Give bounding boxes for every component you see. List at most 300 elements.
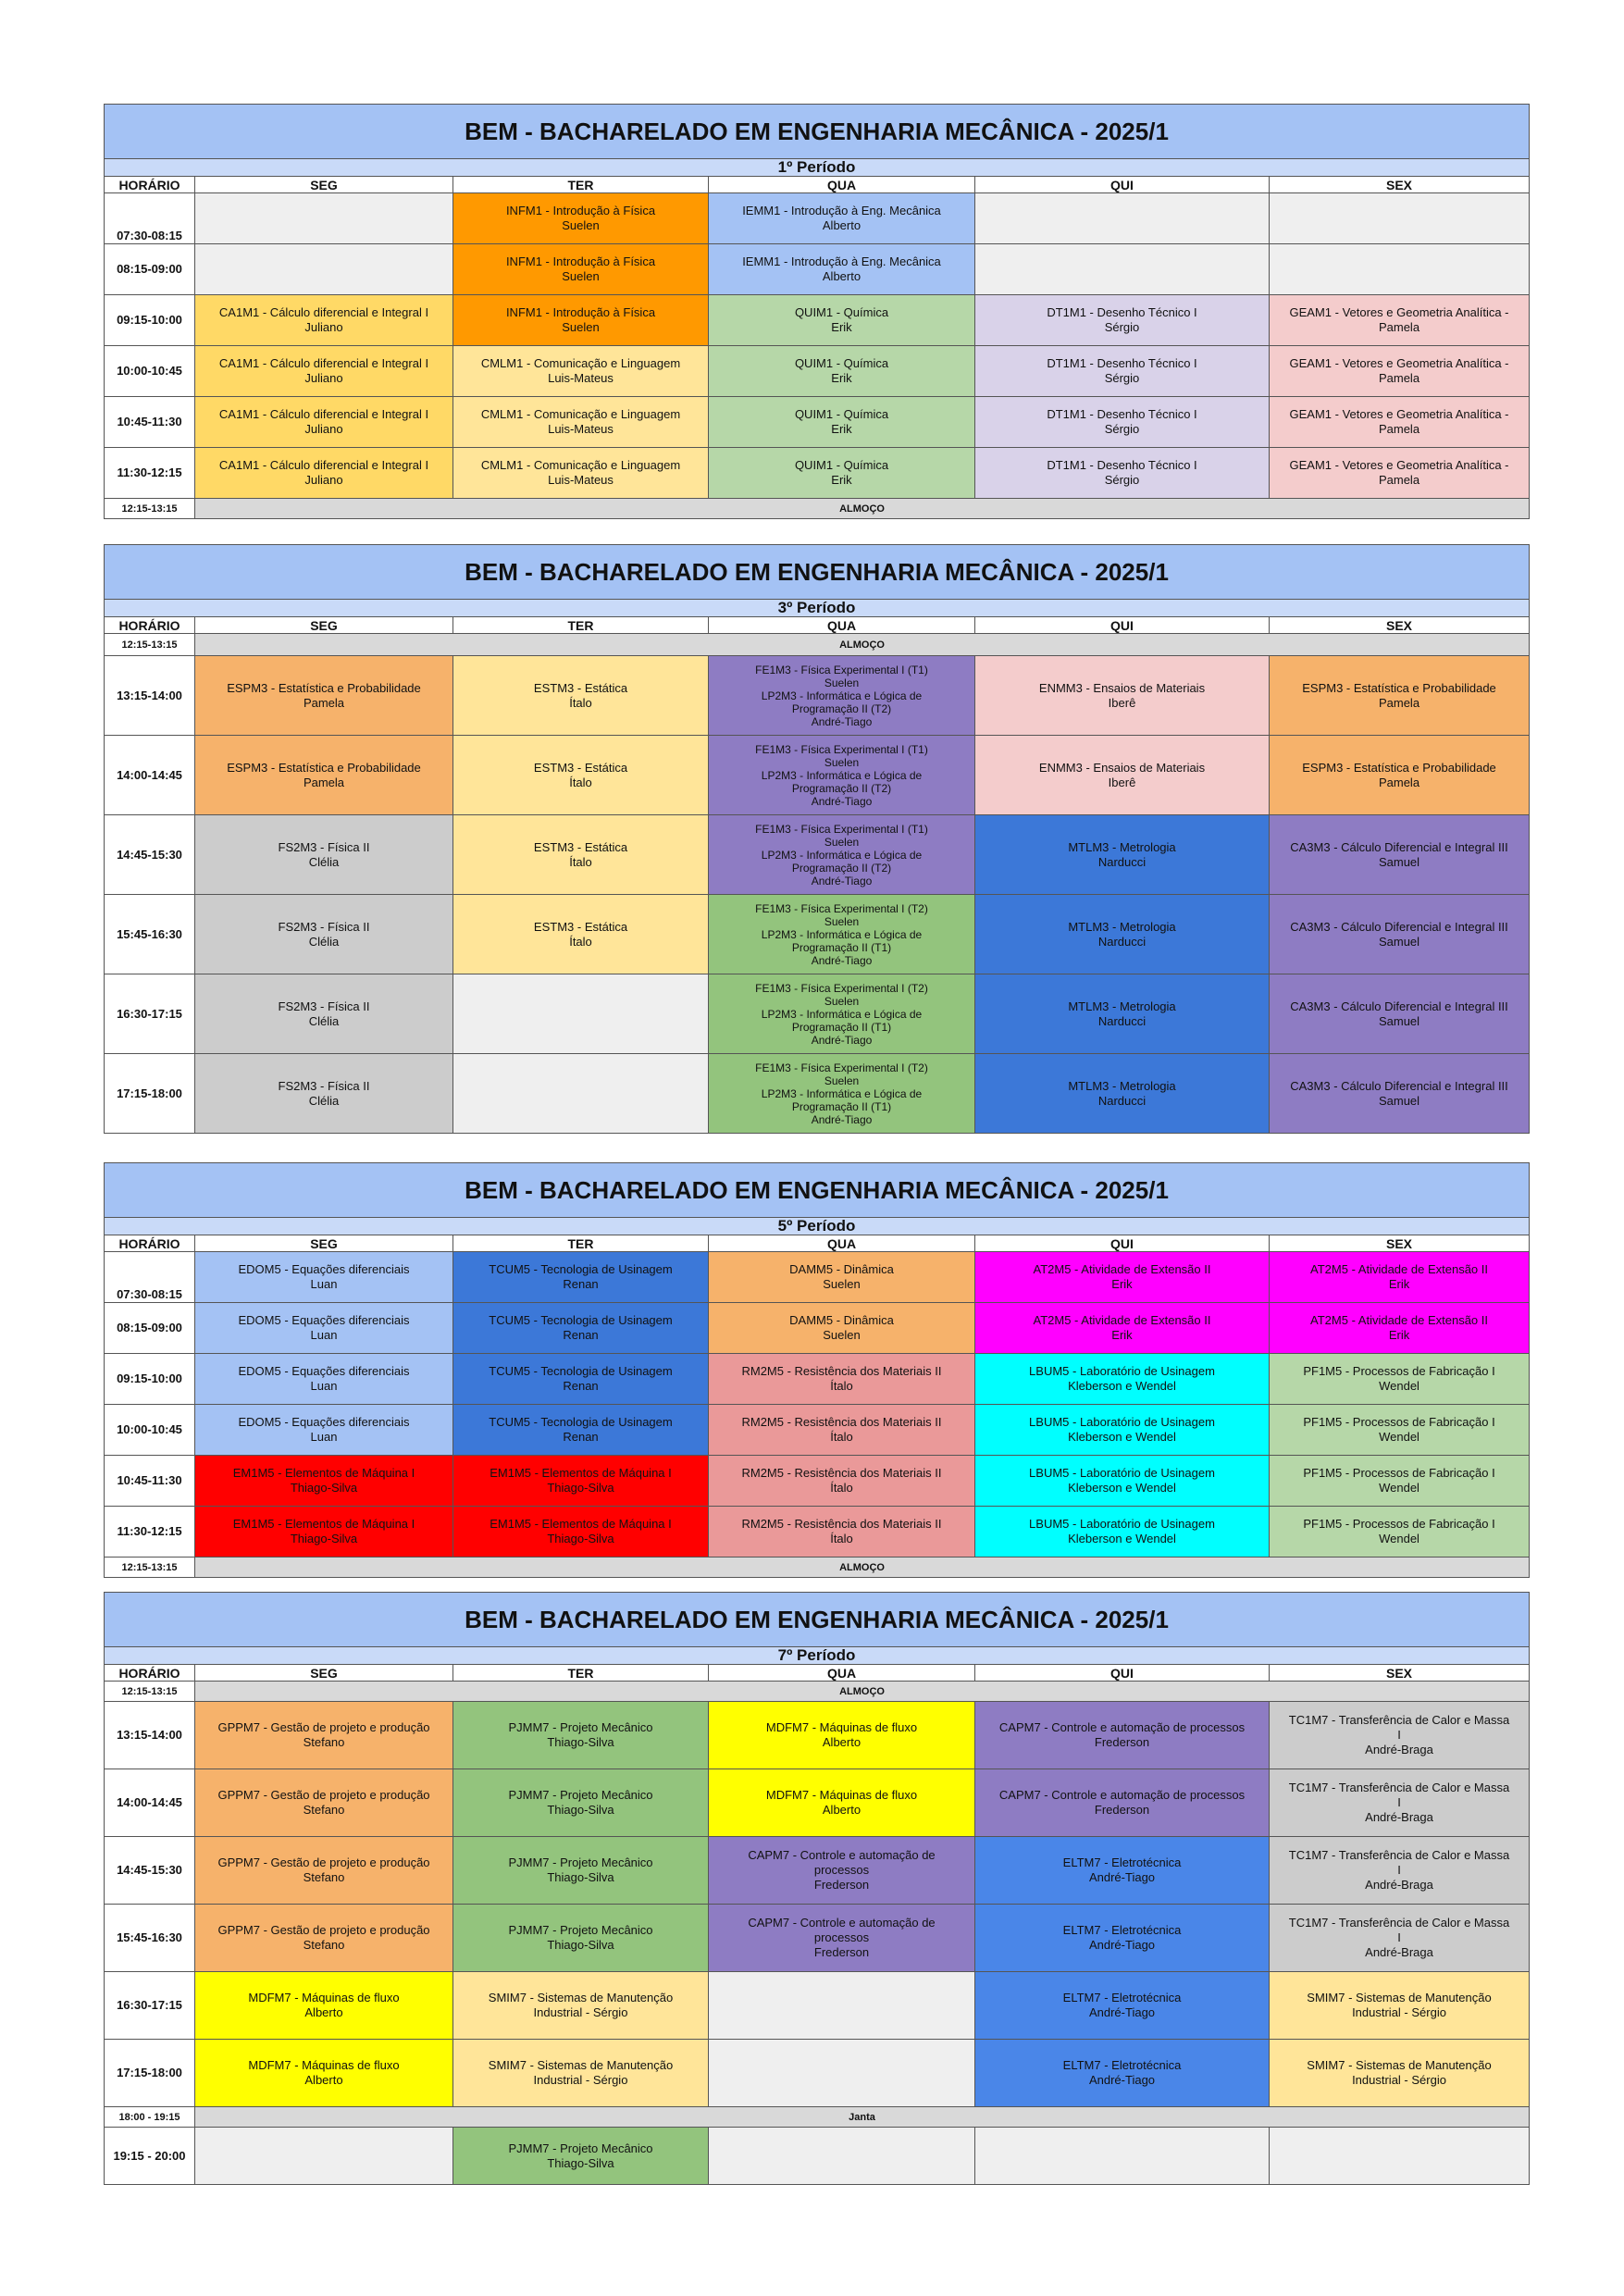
course-name: PJMM7 - Projeto Mecânico [508, 1855, 653, 1869]
course-detail: Renan [563, 1277, 599, 1291]
column-header: HORÁRIO [105, 1235, 195, 1252]
course-detail: Wendel [1379, 1481, 1419, 1495]
break-row [105, 1682, 1530, 1702]
class-cell [709, 1054, 975, 1134]
course-detail: Ítalo [569, 934, 592, 949]
class-cell [975, 1303, 1270, 1354]
class-cell [453, 295, 709, 346]
class-cell [453, 193, 709, 244]
table-row [105, 295, 1530, 346]
class-cell [195, 397, 453, 448]
course-name: EM1M5 - Elementos de Máquina I [232, 1517, 415, 1531]
course-detail: Suelen [824, 755, 860, 769]
column-header: QUA [709, 1235, 975, 1252]
class-cell [1270, 397, 1530, 448]
course-name: AT2M5 - Atividade de Extensão II [1033, 1262, 1211, 1276]
column-header: HORÁRIO [105, 1665, 195, 1682]
class-cell [453, 244, 709, 295]
class-cell [1270, 1769, 1530, 1837]
class-cell [453, 1252, 709, 1303]
column-header: QUA [709, 617, 975, 634]
class-cell [453, 1303, 709, 1354]
class-cell [709, 1456, 975, 1507]
course-detail: Programação II (T1) [791, 1020, 892, 1034]
course-name: PF1M5 - Processos de Fabricação I [1303, 1364, 1495, 1378]
class-cell [195, 736, 453, 815]
course-detail: Juliano [304, 320, 343, 334]
class-cell [195, 1054, 453, 1134]
course-detail: Narducci [1097, 1013, 1147, 1028]
header-row [105, 1235, 1530, 1252]
course-name: ESPM3 - Estatística e Probabilidade [227, 760, 421, 775]
course-name: PJMM7 - Projeto Mecânico [508, 1788, 653, 1802]
empty-cell [709, 1972, 975, 2040]
class-cell [195, 1507, 453, 1558]
class-cell [453, 2040, 709, 2107]
course-name: CAPM7 - Controle e automação de processos [998, 1788, 1246, 1802]
schedule-title: BEM - BACHARELADO EM ENGENHARIA MECÂNICA - 2025/1 [105, 105, 1530, 159]
course-detail: Kleberson e Wendel [1068, 1481, 1176, 1495]
course-detail: Sérgio [1104, 320, 1140, 334]
course-detail: LP2M3 - Informática e Lógica de [761, 848, 923, 862]
course-name: MDFM7 - Máquinas de fluxo [765, 1788, 918, 1802]
course-name: DT1M1 - Desenho Técnico I [1047, 356, 1197, 370]
course-name: EM1M5 - Elementos de Máquina I [490, 1517, 672, 1531]
course-name: ELTM7 - Eletrotécnica [1062, 1855, 1182, 1869]
table-row [105, 1054, 1530, 1134]
course-detail: Luis-Mateus [548, 473, 614, 487]
course-name: INFM1 - Introdução à Física [505, 254, 656, 268]
course-detail: Programação II (T2) [791, 861, 892, 875]
course-detail: Frederson [813, 1878, 870, 1892]
course-name: GPPM7 - Gestão de projeto e produção [217, 1720, 430, 1734]
course-detail: Ítalo [830, 1430, 853, 1444]
course-name: CA1M1 - Cálculo diferencial e Integral I [218, 356, 429, 370]
course-detail: Frederson [1094, 1803, 1150, 1817]
class-cell [195, 295, 453, 346]
course-detail: Stefano [303, 1735, 345, 1749]
course-detail: Pamela [1378, 371, 1420, 385]
course-name: FE1M3 - Física Experimental I (T1) [755, 663, 928, 676]
class-cell [975, 1507, 1270, 1558]
course-name: QUIM1 - Química [794, 407, 889, 421]
course-name: ELTM7 - Eletrotécnica [1062, 2058, 1182, 2072]
course-name: CA3M3 - Cálculo Diferencial e Integral III [1290, 919, 1508, 934]
class-cell [709, 448, 975, 499]
course-detail: Thiago-Silva [547, 1481, 614, 1495]
class-cell [975, 895, 1270, 974]
course-name: ESPM3 - Estatística e Probabilidade [1302, 680, 1496, 695]
course-detail: Erik [1111, 1277, 1133, 1291]
class-cell [453, 346, 709, 397]
class-cell [1270, 815, 1530, 895]
course-name: MTLM3 - Metrologia [1068, 999, 1176, 1013]
table-row [105, 244, 1530, 295]
course-detail: LP2M3 - Informática e Lógica de [761, 1007, 923, 1021]
time-slot: 14:00-14:45 [105, 1769, 195, 1837]
time-slot: 17:15-18:00 [105, 1054, 195, 1134]
class-cell [195, 2040, 453, 2107]
class-cell [1270, 448, 1530, 499]
course-detail: Stefano [303, 1938, 345, 1952]
course-name: GPPM7 - Gestão de projeto e produção [217, 1788, 430, 1802]
empty-cell [975, 244, 1270, 295]
course-name: INFM1 - Introdução à Física [505, 204, 656, 217]
course-name: ESPM3 - Estatística e Probabilidade [227, 680, 421, 695]
course-name: DT1M1 - Desenho Técnico I [1047, 458, 1197, 472]
table-row [105, 2040, 1530, 2107]
course-name: PJMM7 - Projeto Mecânico [508, 1720, 653, 1734]
course-detail: André-Braga [1365, 1878, 1433, 1892]
title-row [105, 1593, 1530, 1647]
column-header: TER [453, 177, 709, 193]
class-cell [1270, 346, 1530, 397]
class-cell [709, 1354, 975, 1405]
course-name: MTLM3 - Metrologia [1068, 839, 1176, 854]
course-detail: Thiago-Silva [547, 1870, 614, 1884]
empty-cell [1270, 244, 1530, 295]
course-name: INFM1 - Introdução à Física [505, 305, 656, 319]
class-cell [709, 193, 975, 244]
course-name: TCUM5 - Tecnologia de Usinagem [489, 1364, 673, 1378]
course-name: CMLM1 - Comunicação e Linguagem [480, 407, 681, 421]
class-cell [195, 656, 453, 736]
class-cell [709, 1905, 975, 1972]
empty-cell [975, 193, 1270, 244]
course-detail: Erik [1388, 1277, 1410, 1291]
schedule-body [105, 1593, 1530, 2185]
course-detail: Luis-Mateus [548, 371, 614, 385]
course-name: FS2M3 - Física II [278, 919, 370, 934]
course-detail: Thiago-Silva [547, 1938, 614, 1952]
class-cell [453, 1354, 709, 1405]
class-cell [975, 1405, 1270, 1456]
class-cell [453, 1702, 709, 1769]
course-detail: Clélia [308, 1013, 340, 1028]
class-cell [453, 815, 709, 895]
column-header: QUA [709, 1665, 975, 1682]
course-detail: Thiago-Silva [547, 1532, 614, 1545]
course-detail: Pamela [1378, 695, 1420, 710]
course-detail: Programação II (T2) [791, 701, 892, 715]
time-slot: 09:15-10:00 [105, 295, 195, 346]
table-row [105, 1456, 1530, 1507]
class-cell [975, 1456, 1270, 1507]
class-cell [453, 397, 709, 448]
course-name: RM2M5 - Resistência dos Materiais II [741, 1364, 942, 1378]
time-slot: 12:15-13:15 [105, 1682, 195, 1702]
course-detail: LP2M3 - Informática e Lógica de [761, 927, 923, 941]
class-cell [453, 1972, 709, 2040]
class-cell [195, 895, 453, 974]
course-name: FE1M3 - Física Experimental I (T2) [755, 1061, 928, 1074]
schedule-table-period-3 [104, 544, 1530, 1134]
class-cell [453, 1769, 709, 1837]
course-name: AT2M5 - Atividade de Extensão II [1310, 1313, 1488, 1327]
course-detail: I [1397, 1795, 1401, 1809]
class-cell [709, 346, 975, 397]
course-detail: Clélia [308, 1093, 340, 1108]
course-detail: Suelen [824, 994, 860, 1008]
empty-cell [453, 1054, 709, 1134]
course-detail: Ítalo [569, 695, 592, 710]
course-name: IEMM1 - Introdução à Eng. Mecânica [742, 254, 941, 268]
course-detail: Suelen [823, 1328, 861, 1342]
class-cell [975, 1354, 1270, 1405]
class-cell [1270, 1405, 1530, 1456]
time-slot: 19:15 - 20:00 [105, 2128, 195, 2185]
class-cell [975, 346, 1270, 397]
course-name: CMLM1 - Comunicação e Linguagem [480, 356, 681, 370]
class-cell [453, 448, 709, 499]
course-detail: Alberto [822, 269, 862, 283]
class-cell [709, 295, 975, 346]
course-name: SMIM7 - Sistemas de Manutenção [1307, 1991, 1492, 2004]
period-row [105, 1218, 1530, 1235]
class-cell [1270, 1702, 1530, 1769]
title-row [105, 105, 1530, 159]
course-name: CA3M3 - Cálculo Diferencial e Integral III [1290, 999, 1508, 1013]
course-name: FS2M3 - Física II [278, 1078, 370, 1093]
course-detail: Samuel [1378, 1013, 1420, 1028]
course-detail: Pamela [1378, 473, 1420, 487]
header-row [105, 1665, 1530, 1682]
course-name: CAPM7 - Controle e automação de [748, 1916, 936, 1930]
class-cell [975, 2040, 1270, 2107]
break-label: ALMOÇO [195, 1558, 1530, 1578]
empty-cell [975, 2128, 1270, 2185]
header-row [105, 177, 1530, 193]
course-name: TCUM5 - Tecnologia de Usinagem [489, 1313, 673, 1327]
time-slot: 09:15-10:00 [105, 1354, 195, 1405]
class-cell [195, 1837, 453, 1905]
course-detail: Industrial - Sérgio [533, 2073, 628, 2087]
course-name: ESTM3 - Estática [533, 680, 628, 695]
course-detail: Ítalo [830, 1532, 853, 1545]
schedule-body [105, 1163, 1530, 1578]
title-row [105, 1163, 1530, 1218]
empty-cell [1270, 2128, 1530, 2185]
time-slot: 14:45-15:30 [105, 1837, 195, 1905]
course-detail: Suelen [562, 269, 600, 283]
course-detail: Suelen [562, 320, 600, 334]
course-name: SMIM7 - Sistemas de Manutenção [488, 2058, 674, 2072]
course-name: ELTM7 - Eletrotécnica [1062, 1923, 1182, 1937]
course-detail: Narducci [1097, 1093, 1147, 1108]
course-detail: Alberto [304, 2073, 343, 2087]
break-row [105, 634, 1530, 656]
course-detail: Pamela [1378, 320, 1420, 334]
course-name: LBUM5 - Laboratório de Usinagem [1029, 1364, 1215, 1378]
column-header: TER [453, 617, 709, 634]
table-row [105, 397, 1530, 448]
course-name: EDOM5 - Equações diferenciais [238, 1415, 410, 1429]
class-cell [195, 1769, 453, 1837]
time-slot: 08:15-09:00 [105, 244, 195, 295]
course-name: LBUM5 - Laboratório de Usinagem [1029, 1517, 1215, 1531]
time-slot: 12:15-13:15 [105, 634, 195, 656]
course-name: ENMM3 - Ensaios de Materiais [1038, 680, 1206, 695]
schedule-title: BEM - BACHARELADO EM ENGENHARIA MECÂNICA - 2025/1 [105, 1163, 1530, 1218]
course-detail: Programação II (T2) [791, 781, 892, 795]
course-detail: Clélia [308, 854, 340, 869]
course-detail: Renan [563, 1430, 599, 1444]
empty-cell [195, 193, 453, 244]
class-cell [453, 895, 709, 974]
course-name: MTLM3 - Metrologia [1068, 919, 1176, 934]
header-row [105, 617, 1530, 634]
schedule-body [105, 545, 1530, 1134]
time-slot: 12:15-13:15 [105, 1558, 195, 1578]
course-name: TCUM5 - Tecnologia de Usinagem [489, 1415, 673, 1429]
table-row [105, 1303, 1530, 1354]
class-cell [195, 346, 453, 397]
course-name: PF1M5 - Processos de Fabricação I [1303, 1415, 1495, 1429]
period-row [105, 600, 1530, 617]
course-detail: Pamela [303, 695, 345, 710]
column-header: QUA [709, 177, 975, 193]
course-detail: processos [813, 1930, 870, 1944]
course-detail: Ítalo [830, 1379, 853, 1393]
course-detail: Erik [831, 422, 852, 436]
course-detail: Suelen [823, 1277, 861, 1291]
course-name: RM2M5 - Resistência dos Materiais II [741, 1517, 942, 1531]
course-detail: I [1397, 1930, 1401, 1944]
course-detail: Narducci [1097, 934, 1147, 949]
break-label: ALMOÇO [195, 634, 1530, 656]
course-name: RM2M5 - Resistência dos Materiais II [741, 1415, 942, 1429]
break-label: Janta [195, 2107, 1530, 2128]
course-name: SMIM7 - Sistemas de Manutenção [488, 1991, 674, 2004]
time-slot: 13:15-14:00 [105, 1702, 195, 1769]
class-cell [709, 244, 975, 295]
course-detail: Suelen [824, 914, 860, 928]
time-slot: 11:30-12:15 [105, 448, 195, 499]
period-row [105, 1647, 1530, 1665]
course-detail: Thiago-Silva [290, 1532, 358, 1545]
course-detail: Iberê [1108, 775, 1136, 789]
course-name: PF1M5 - Processos de Fabricação I [1303, 1517, 1495, 1531]
course-detail: Pamela [1378, 422, 1420, 436]
class-cell [1270, 895, 1530, 974]
class-cell [975, 397, 1270, 448]
empty-cell [195, 244, 453, 295]
class-cell [1270, 656, 1530, 736]
class-cell [195, 974, 453, 1054]
course-name: ESTM3 - Estática [533, 839, 628, 854]
class-cell [453, 736, 709, 815]
class-cell [1270, 1507, 1530, 1558]
class-cell [709, 1837, 975, 1905]
table-row [105, 974, 1530, 1054]
course-detail: Kleberson e Wendel [1068, 1532, 1176, 1545]
course-name: EM1M5 - Elementos de Máquina I [232, 1466, 415, 1480]
class-cell [1270, 1456, 1530, 1507]
course-detail: Suelen [824, 835, 860, 849]
class-cell [1270, 1972, 1530, 2040]
course-name: QUIM1 - Química [794, 356, 889, 370]
course-name: GEAM1 - Vetores e Geometria Analítica - [1289, 458, 1509, 472]
title-row [105, 545, 1530, 600]
schedule-table-period-7 [104, 1592, 1530, 2185]
period-label: 5º Período [105, 1218, 1530, 1235]
course-name: MTLM3 - Metrologia [1068, 1078, 1176, 1093]
time-slot: 16:30-17:15 [105, 974, 195, 1054]
course-name: TC1M7 - Transferência de Calor e Massa [1288, 1848, 1510, 1862]
table-row [105, 1405, 1530, 1456]
course-detail: André-Tiago [811, 1033, 873, 1047]
class-cell [975, 1905, 1270, 1972]
course-detail: Erik [1111, 1328, 1133, 1342]
course-name: GEAM1 - Vetores e Geometria Analítica - [1289, 407, 1509, 421]
class-cell [1270, 1354, 1530, 1405]
course-detail: I [1397, 1863, 1401, 1877]
table-row [105, 736, 1530, 815]
table-row [105, 448, 1530, 499]
empty-cell [1270, 193, 1530, 244]
time-slot: 11:30-12:15 [105, 1507, 195, 1558]
class-cell [709, 1405, 975, 1456]
schedule-table-period-1 [104, 104, 1530, 519]
course-name: CMLM1 - Comunicação e Linguagem [480, 458, 681, 472]
course-detail: Suelen [824, 676, 860, 689]
course-name: PJMM7 - Projeto Mecânico [508, 2141, 653, 2155]
class-cell [709, 397, 975, 448]
course-detail: Thiago-Silva [547, 1803, 614, 1817]
table-row [105, 1354, 1530, 1405]
course-detail: Luan [310, 1277, 338, 1291]
class-cell [195, 1405, 453, 1456]
course-detail: Ítalo [830, 1481, 853, 1495]
course-name: EDOM5 - Equações diferenciais [238, 1313, 410, 1327]
column-header: SEX [1270, 617, 1530, 634]
course-detail: LP2M3 - Informática e Lógica de [761, 689, 923, 702]
empty-cell [709, 2040, 975, 2107]
course-detail: Erik [1388, 1328, 1410, 1342]
course-detail: Suelen [824, 1074, 860, 1087]
class-cell [975, 295, 1270, 346]
course-detail: Samuel [1378, 854, 1420, 869]
course-detail: André-Tiago [1088, 2073, 1156, 2087]
course-name: AT2M5 - Atividade de Extensão II [1310, 1262, 1488, 1276]
column-header: QUI [975, 1235, 1270, 1252]
break-row [105, 499, 1530, 519]
course-name: ESPM3 - Estatística e Probabilidade [1302, 760, 1496, 775]
course-detail: Alberto [822, 1735, 862, 1749]
class-cell [1270, 1837, 1530, 1905]
column-header: TER [453, 1665, 709, 1682]
course-name: FS2M3 - Física II [278, 839, 370, 854]
course-detail: Programação II (T1) [791, 940, 892, 954]
time-slot: 18:00 - 19:15 [105, 2107, 195, 2128]
class-cell [453, 656, 709, 736]
time-slot: 16:30-17:15 [105, 1972, 195, 2040]
column-header: SEX [1270, 1235, 1530, 1252]
class-cell [975, 1972, 1270, 2040]
time-slot: 15:45-16:30 [105, 895, 195, 974]
course-detail: Luis-Mateus [548, 422, 614, 436]
schedule-table-period-5 [104, 1162, 1530, 1578]
course-name: TC1M7 - Transferência de Calor e Massa [1288, 1781, 1510, 1794]
time-slot: 07:30-08:15 [105, 1252, 195, 1303]
course-name: FE1M3 - Física Experimental I (T2) [755, 981, 928, 995]
course-name: CAPM7 - Controle e automação de processos [998, 1720, 1246, 1734]
course-name: EM1M5 - Elementos de Máquina I [490, 1466, 672, 1480]
course-detail: Kleberson e Wendel [1068, 1430, 1176, 1444]
table-row [105, 1702, 1530, 1769]
class-cell [195, 1354, 453, 1405]
class-cell [1270, 2040, 1530, 2107]
